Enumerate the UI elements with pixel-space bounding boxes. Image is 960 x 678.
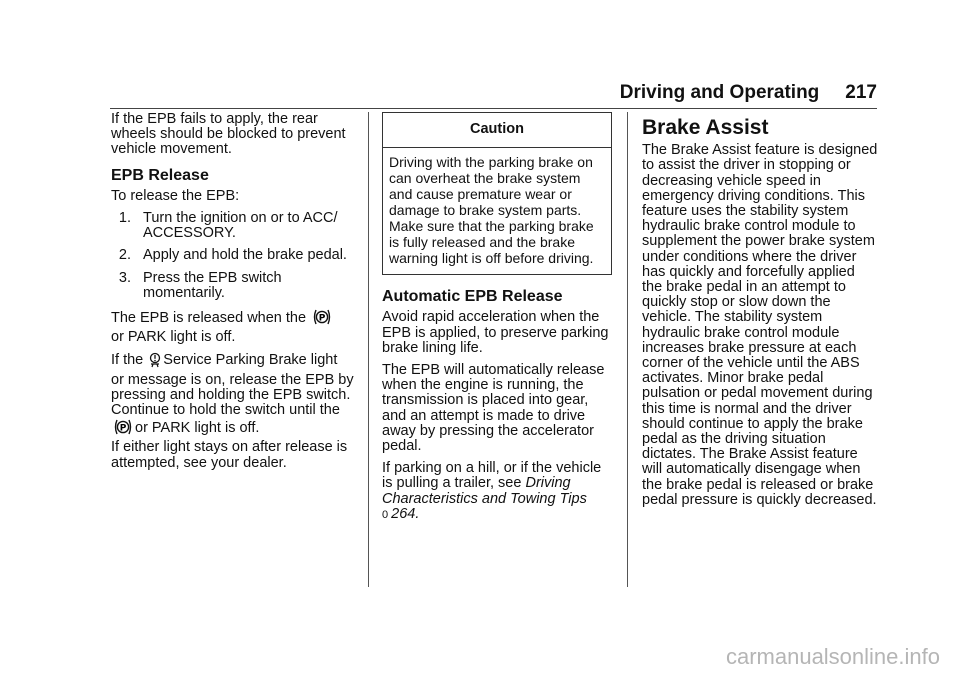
paragraph: Avoid rapid acceleration when the EPB is applied, to preserve parking brake lining life. <box>382 309 609 356</box>
paragraph: The EPB will automatically release when the engine is running, the transmission is placed into gear, and an attempt is made to drive away by pressing the accelerator pedal. <box>382 362 605 455</box>
step-number: 2. <box>118 247 131 264</box>
service-text-a: If the <box>111 352 144 369</box>
brake-assist-heading: Brake Assist <box>642 116 769 139</box>
column-left <box>111 112 354 478</box>
towing-tips-link[interactable]: Driving Characteristics and Towing Tips <box>382 475 587 507</box>
page-ref-number[interactable]: 264 <box>391 505 416 522</box>
page-ref-end: . <box>415 505 420 522</box>
service-text-b: Service Parking Brake light or message is on, release the EPB by pressing and holding the EPB switch. Continue to hold the switch until the <box>111 352 354 419</box>
page-ref-arrow-icon: 0 <box>382 508 389 521</box>
step-number: 3. <box>118 269 131 286</box>
service-parking-brake-icon <box>149 352 161 372</box>
list-item <box>111 248 354 263</box>
list-item <box>111 271 354 301</box>
list-item <box>111 211 354 241</box>
epb-fail-paragraph: If the EPB fails to apply, the rear wheels should be blocked to prevent vehicle movement. <box>111 111 346 158</box>
svg-text:P: P <box>119 423 127 434</box>
towing-reference-paragraph <box>382 461 612 523</box>
column-middle <box>382 112 612 530</box>
brake-assist-body: The Brake Assist feature is designed to assist the driver in stopping or decreasing vehicle speed in emergency driving conditions. This feature uses the stability system hydraulic brake control module to supplement the power brake system under conditions where the driver has quickly and forcefully applied the brake pedal in an attempt to quickly stop or slow down the vehicle. The stability system hydraulic brake control module increases brake pressure at each corner of the vehicle until the ABS activates. Minor brake pedal pulsation or pedal movement during this time is normal and the driver should continue to apply the brake pedal as the driving situation dictates. The Brake Assist feature will automatically disengage when the brake pedal is released or brake pedal pressure is quickly decreased. <box>642 142 878 508</box>
epb-release-heading: EPB Release <box>111 166 209 184</box>
page-number: 217 <box>845 82 877 103</box>
caution-title: Caution <box>383 113 611 148</box>
step-text: Turn the ignition on or to ACC/ ACCESSORY. <box>143 210 338 242</box>
release-steps <box>111 211 354 301</box>
svg-text:P: P <box>318 313 326 324</box>
step-text: Apply and hold the brake pedal. <box>143 247 347 264</box>
service-paragraph <box>111 352 354 470</box>
caution-text: Driving with the parking brake on can overheat the brake system and cause premature wear or damage to brake system parts. Make sure that the parking brake is fully released and the brake warning light is off before driving. <box>389 154 594 267</box>
parking-brake-icon <box>113 418 133 440</box>
step-number: 1. <box>118 210 131 227</box>
released-text-b: or PARK light is off. <box>111 329 236 346</box>
column-divider-2 <box>627 112 628 587</box>
released-text-a: The EPB is released when the <box>111 310 307 327</box>
column-divider-1 <box>368 112 369 587</box>
released-paragraph <box>111 308 354 345</box>
step-text: Press the EPB switch momentarily. <box>143 269 282 301</box>
header-rule <box>110 108 877 109</box>
caution-box <box>382 112 612 275</box>
section-title: Driving and Operating <box>619 82 820 103</box>
page-header <box>0 80 877 106</box>
automatic-epb-release-heading: Automatic EPB Release <box>382 288 563 306</box>
watermark: carmanualsonline.info <box>725 644 940 669</box>
stays-on-text: If either light stays on after release is attempted, see your dealer. <box>111 439 348 471</box>
release-lead: To release the EPB: <box>111 187 240 204</box>
column-right <box>642 112 878 515</box>
towing-text: If parking on a hill, or if the vehicle is pulling a trailer, see <box>382 460 602 492</box>
parking-brake-icon <box>312 308 332 330</box>
service-text-c: or PARK light is off. <box>135 420 260 437</box>
